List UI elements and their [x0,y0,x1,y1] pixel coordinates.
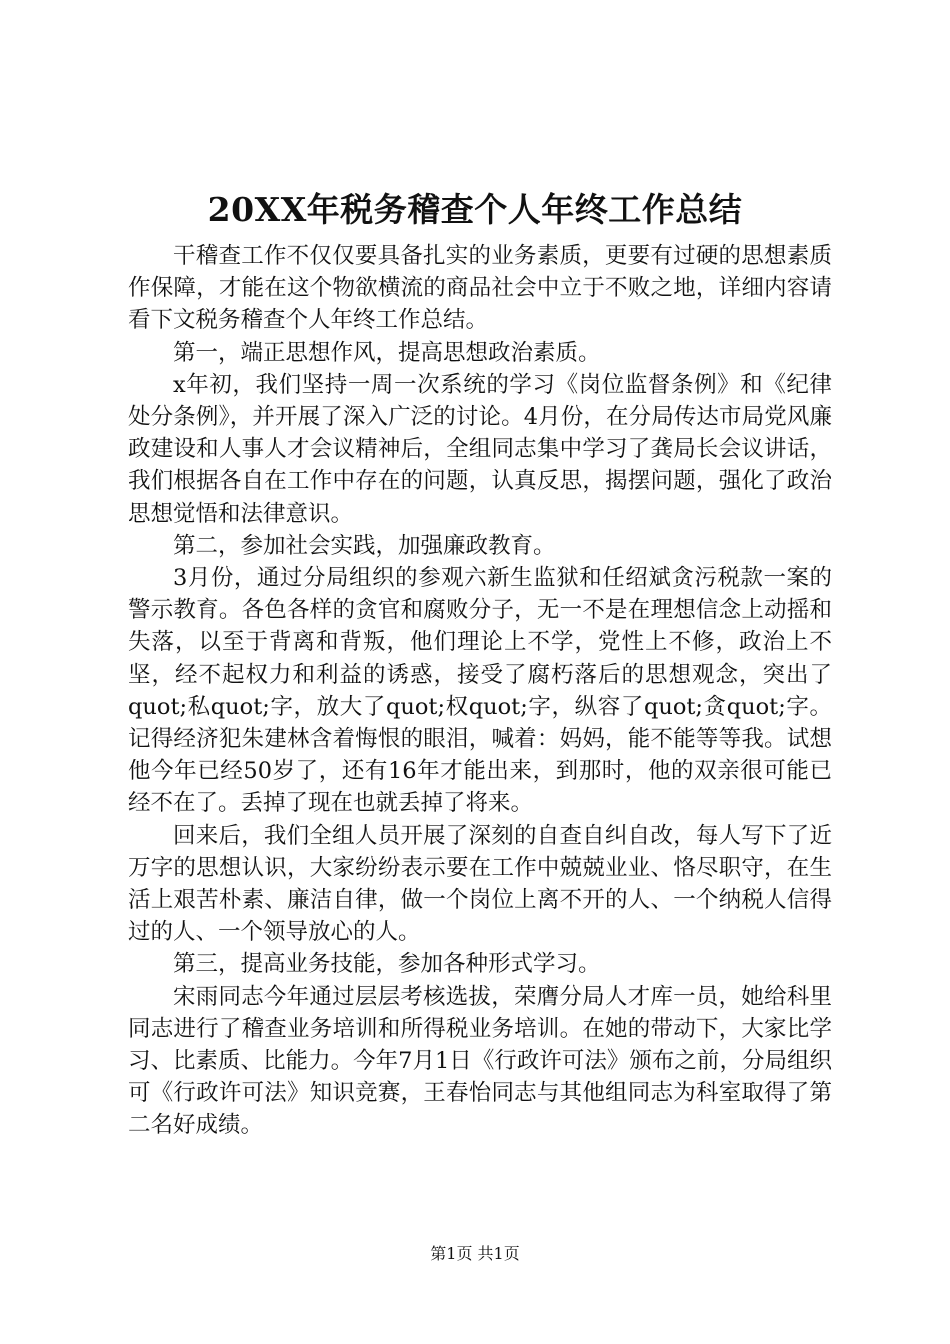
paragraph-section-3: 宋雨同志今年通过层层考核选拔，荣膺分局人才库一员，她给科里同志进行了稽查业务培训和所得税业务培训。在她的带动下，大家比学习、比素质、比能力。今年7月1日《行政许可法》颁布之前，分局组织可《行政许可法》知识竞赛，王春怡同志与其他组同志为科室取得了第二名好成绩。 [128,983,832,1139]
section-heading-1: 第一，端正思想作风，提高思想政治素质。 [173,339,601,366]
document-title: 20XX年税务稽查个人年终工作总结 [207,190,743,229]
page-footer: 第1页 共1页 [430,1244,520,1263]
paragraph-section-2a: 3月份，通过分局组织的参观六新生监狱和任绍斌贪污税款一案的警示教育。各色各样的贪官和腐败分子，无一不是在理想信念上动摇和失落，以至于背离和背叛，他们理论上不学，党性上不修，政治上不坚，经不起权力和利益的诱惑，接受了腐朽落后的思想观念，突出了quot;私quot;字，放大了quot;权quot;字，纵容了quot;贪quot;字。记得经济犯朱建林含着悔恨的眼泪，喊着：妈妈，能不能等等我。试想他今年已经50岁了，还有16年才能出来，到那时，他的双亲很可能已经不在了。丢掉了现在也就丢掉了将来。 [128,565,832,817]
paragraph-intro: 干稽查工作不仅仅要具备扎实的业务素质，更要有过硬的思想素质作保障，才能在这个物欲横流的商品社会中立于不败之地，详细内容请看下文税务稽查个人年终工作总结。 [128,243,832,334]
section-heading-2: 第二，参加社会实践，加强廉政教育。 [173,532,556,559]
paragraph-section-2b: 回来后，我们全组人员开展了深刻的自查自纠自改，每人写下了近万字的思想认识，大家纷纷表示要在工作中兢兢业业、恪尽职守，在生活上艰苦朴素、廉洁自律，做一个岗位上离不开的人、一个纳税人信得过的人、一个领导放心的人。 [128,822,832,946]
paragraph-section-1: x年初，我们坚持一周一次系统的学习《岗位监督条例》和《纪律处分条例》，并开展了深入广泛的讨论。4月份，在分局传达市局党风廉政建设和人事人才会议精神后，全组同志集中学习了龚局长会议讲话，我们根据各自在工作中存在的问题，认真反思，揭摆问题，强化了政治思想觉悟和法律意识。 [128,371,832,527]
document-body [128,240,832,1142]
section-heading-3: 第三，提高业务技能，参加各种形式学习。 [173,951,601,978]
